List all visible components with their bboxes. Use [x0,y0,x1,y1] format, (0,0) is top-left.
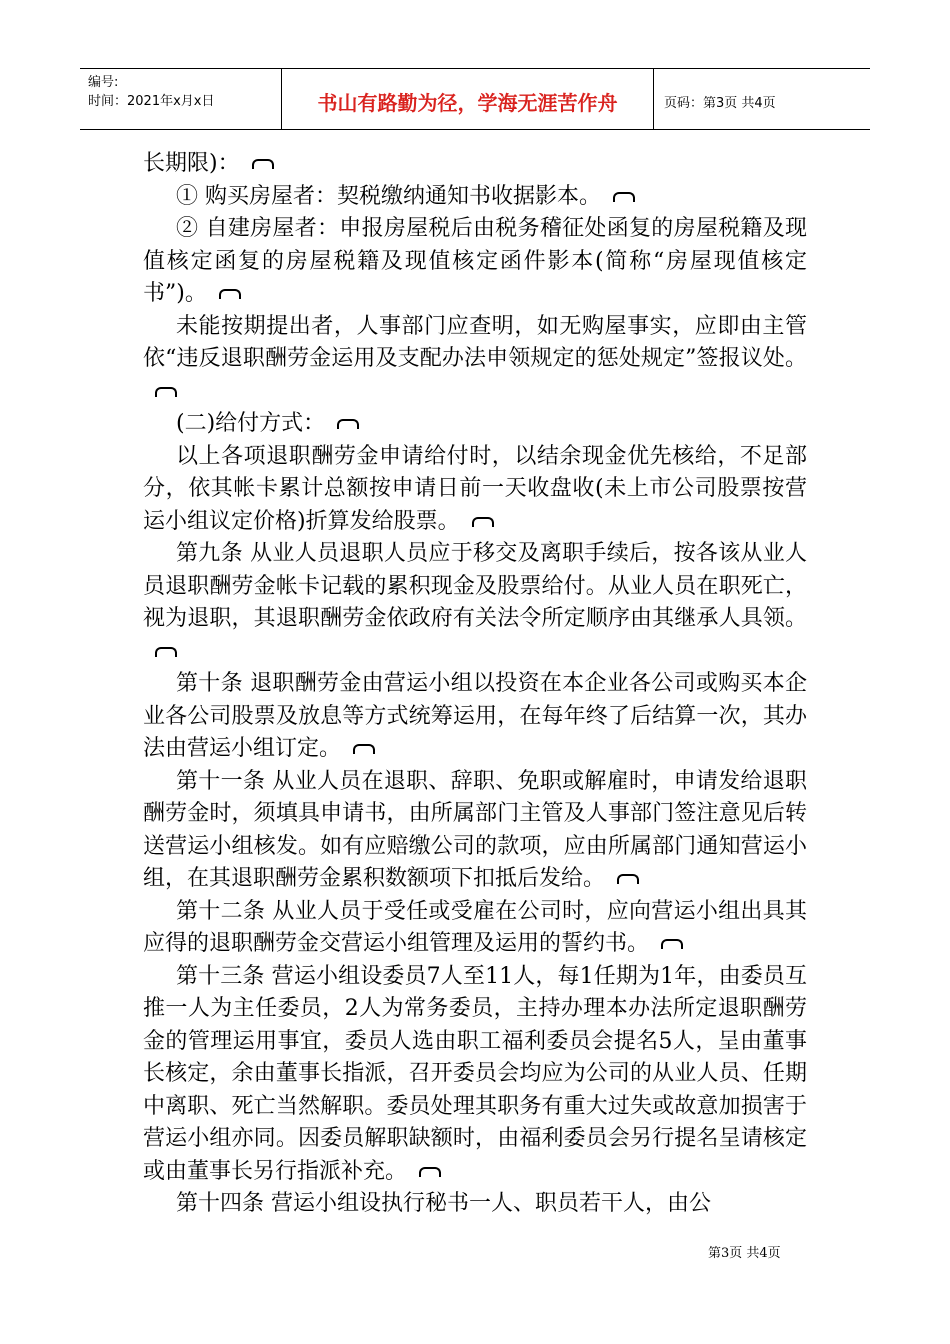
paragraph-mark-icon [155,647,177,657]
paragraph-text: 第十四条 营运小组设执行秘书一人、职员若干人，由公 [176,1191,711,1216]
paragraph [143,668,807,766]
paragraph-mark-icon [155,387,177,397]
paragraph-mark-icon [472,517,494,527]
paragraph-text: (二)给付方式： [176,411,326,436]
page-header [80,68,870,130]
paragraph-mark-icon [617,874,639,884]
paragraph-text: 以上各项退职酬劳金申请给付时，以结余现金优先核给，不足部分，依其帐卡累计总额按申请日前一天收盘收(未上市公司股票按营运小组议定价格)折算发给股票。 [143,443,807,534]
paragraph [143,441,807,539]
document-body [143,148,807,1221]
paragraph-text: 第十条 退职酬劳金由营运小组以投资在本企业各公司或购买本企业各公司股票及放息等方式统筹运用，在每年终了后结算一次，其办法由营运小组订定。 [143,671,807,761]
page-footer: 第3页 共4页 [708,1246,781,1261]
paragraph-mark-icon [337,419,359,429]
paragraph-mark-icon [219,289,241,299]
document-number-label: 编号: [88,75,119,90]
header-meta [80,69,282,129]
paragraph-text: 长期限)： [143,151,240,176]
paragraph-mark-icon [252,159,274,169]
paragraph [143,408,807,441]
paragraph-mark-icon [353,744,375,754]
paragraph [143,311,807,409]
paragraph-mark-icon [419,1167,441,1177]
header-motto: 书山有路勤为径，学海无涯苦作舟 [282,69,654,129]
paragraph [143,538,807,668]
paragraph-mark-icon [613,192,635,202]
header-page-info: 页码：第3页 共4页 [664,95,776,111]
paragraph [143,896,807,961]
document-time-label: 时间：2021年x月x日 [88,94,215,109]
paragraph-text: ② 自建房屋者：申报房屋税后由税务稽征处函复的房屋税籍及现值核定函复的房屋税籍及现值核定函件影本(简称“房屋现值核定书”)。 [143,216,807,306]
paragraph-text: 第十二条 从业人员于受任或受雇在公司时，应向营运小组出具其应得的退职酬劳金交营运小组管理及运用的誓约书。 [143,898,807,956]
paragraph-text: 第十一条 从业人员在退职、辞职、免职或解雇时，申请发给退职酬劳金时，须填具申请书，由所属部门主管及人事部门签注意见后转送营运小组核发。如有应赔缴公司的款项，应由所属部门通知营运小组，在其退职酬劳金累积数额项下扣抵后发给。 [143,768,807,891]
paragraph [143,1188,807,1221]
paragraph [143,961,807,1189]
paragraph-text: ① 购买房屋者：契税缴纳通知书收据影本。 [176,183,601,209]
paragraph-text: 第九条 从业人员退职人员应于移交及离职手续后，按各该从业人员退职酬劳金帐卡记载的累积现金及股票给付。从业人员在职死亡，视为退职，其退职酬劳金依政府有关法令所定顺序由其继承人具领。 [143,541,807,631]
paragraph [143,181,807,214]
paragraph [143,766,807,896]
paragraph-mark-icon [661,939,683,949]
paragraph [143,148,807,181]
paragraph-text: 第十三条 营运小组设委员7人至11人，每1任期为1年，由委员互推一人为主任委员，2人为常务委员，主持办理本办法所定退职酬劳金的管理运用事宜，委员人选由职工福利委员会提名5人，呈由董事长核定，余由董事长指派，召开委员会均应为公司的从业人员、任期中离职、死亡当然解职。委员处理其职务有重大过失或故意加损害于营运小组亦同。因委员解职缺额时，由福利委员会另行提名呈请核定或由董事长另行指派补充。 [143,963,807,1184]
paragraph-text: 未能按期提出者，人事部门应查明，如无购屋事实，应即由主管依“违反退职酬劳金运用及支配办法申领规定的惩处规定”签报议处。 [143,313,807,371]
paragraph [143,213,807,311]
